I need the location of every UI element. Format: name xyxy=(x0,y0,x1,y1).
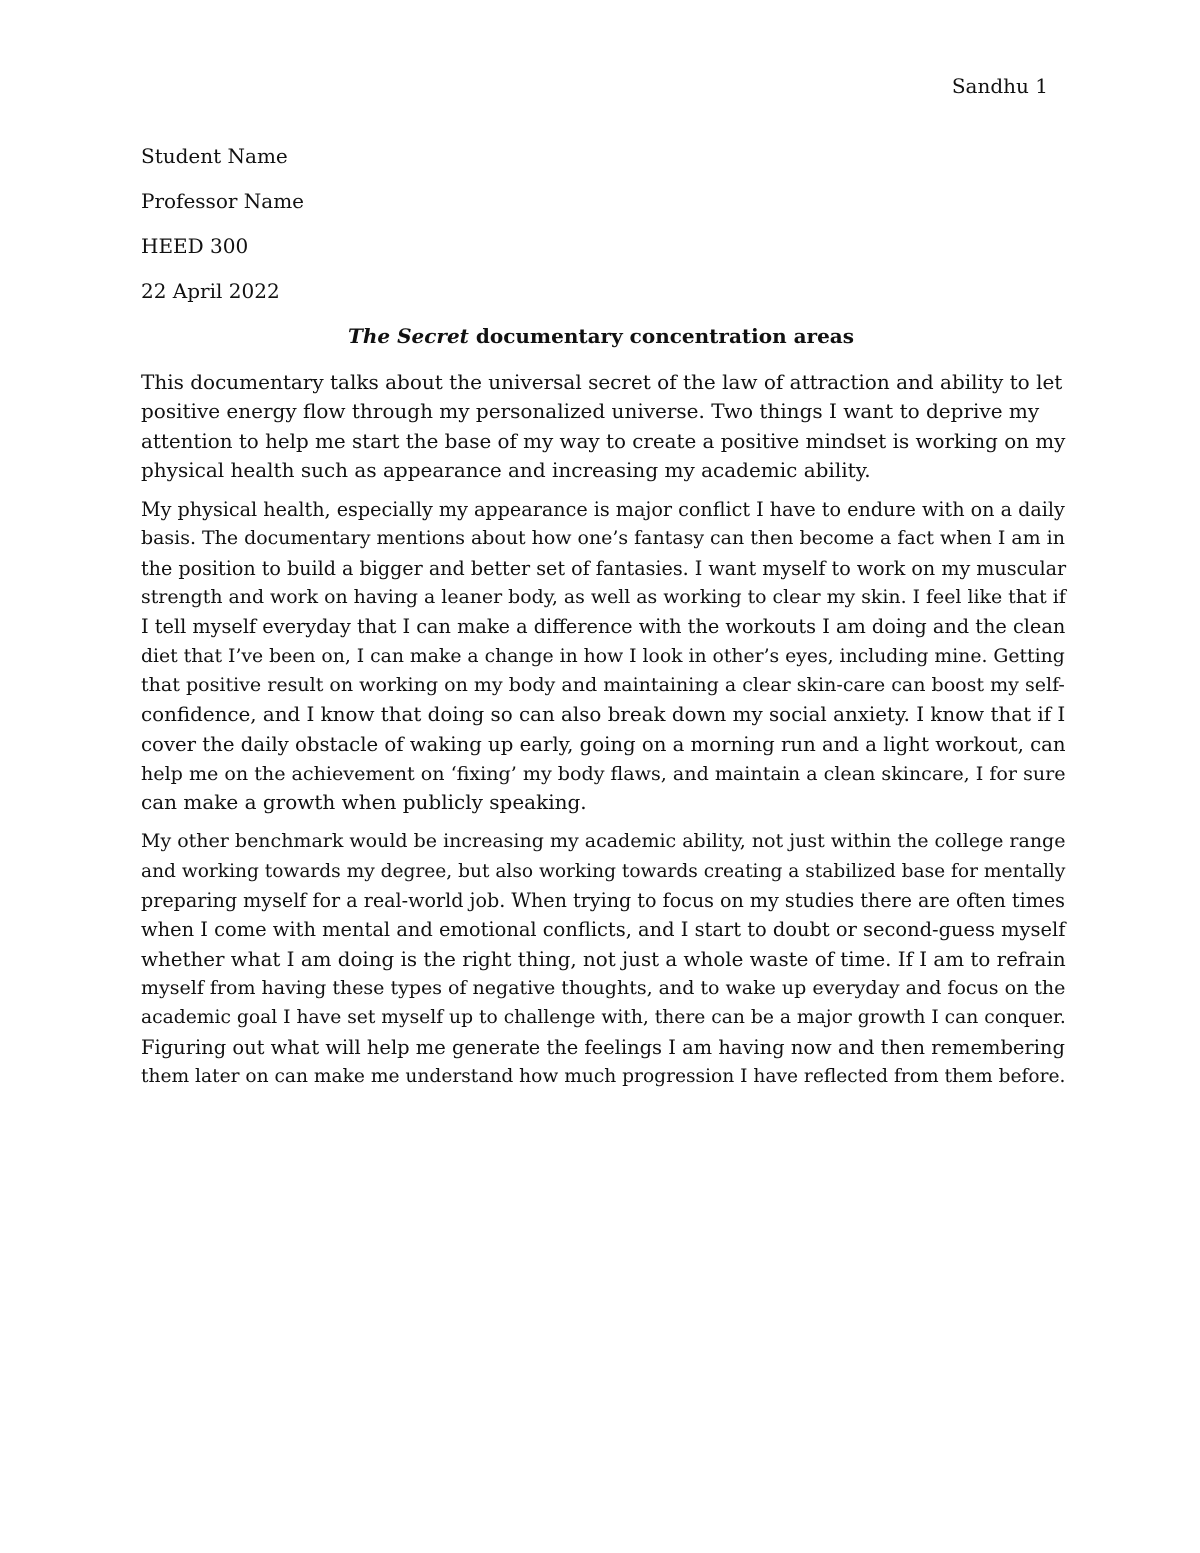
essay-title xyxy=(141,324,1061,348)
paragraph-3 xyxy=(141,827,1066,1091)
title-italic-part: The Secret xyxy=(347,324,469,348)
mla-heading xyxy=(141,144,1061,324)
paragraph-line: diet that I’ve been on, I can make a change in how I look in other’s eyes, including mine. Getting xyxy=(141,645,1065,667)
paragraph-line: when I come with mental and emotional conflicts, and I start to doubt or second-guess myself xyxy=(141,918,1066,942)
paragraph-line: confidence, and I know that doing so can also break down my social anxiety. I know that if I xyxy=(141,703,1066,727)
running-head: Sandhu 1 xyxy=(951,74,1048,98)
paragraph-line: preparing myself for a real-world job. When trying to focus on my studies there are often times xyxy=(141,889,1065,913)
paragraph-line: strength and work on having a leaner body, as well as working to clear my skin. I feel like that if xyxy=(141,586,1066,609)
paragraph-line: attention to help me start the base of my way to create a positive mindset is working on my xyxy=(141,429,1066,453)
paragraph-line: This documentary talks about the universal secret of the law of attraction and ability to let xyxy=(141,370,1063,394)
paragraph-line: My other benchmark would be increasing my academic ability, not just within the college range xyxy=(141,830,1066,853)
paragraph-line: the position to build a bigger and better set of fantasies. I want myself to work on my muscular xyxy=(141,556,1067,580)
paragraph-line: I tell myself everyday that I can make a difference with the workouts I am doing and the clean xyxy=(141,615,1066,639)
paragraph-line: them later on can make me understand how much progression I have reflected from them before. xyxy=(141,1065,1066,1087)
paragraph-line: cover the daily obstacle of waking up early, going on a morning run and a light workout, can xyxy=(141,732,1066,756)
paragraph-line: help me on the achievement on ‘fixing’ my body flaws, and maintain a clean skincare, I for sure xyxy=(141,761,1066,785)
paragraph-line: that positive result on working on my body and maintaining a clear skin-care can boost my self- xyxy=(141,673,1065,696)
paragraph-line: and working towards my degree, but also working towards creating a stabilized base for mentally xyxy=(141,860,1066,882)
paragraph-line: Figuring out what will help me generate the feelings I am having now and then remembering xyxy=(141,1035,1065,1059)
paragraph-line: can make a growth when publicly speaking. xyxy=(141,790,587,815)
paragraph-line: myself from having these types of negative thoughts, and to wake up everyday and focus on the xyxy=(141,976,1066,999)
paragraph-line: academic goal I have set myself up to challenge with, there can be a major growth I can conquer. xyxy=(141,1007,1066,1029)
student-name: Student Name xyxy=(141,144,288,168)
paragraph-line: My physical health, especially my appearance is major conflict I have to endure with on a daily xyxy=(141,498,1065,522)
title-rest: documentary concentration areas xyxy=(468,324,855,348)
submission-date: 22 April 2022 xyxy=(141,279,280,303)
paragraph-line: physical health such as appearance and increasing my academic ability. xyxy=(141,457,871,482)
paragraph-line: positive energy flow through my personalized universe. Two things I want to deprive my xyxy=(141,399,1040,424)
paragraph-1 xyxy=(141,368,1066,485)
paragraph-line: basis. The documentary mentions about how one’s fantasy can then become a fact when I am in xyxy=(141,527,1065,550)
professor-name: Professor Name xyxy=(141,189,305,213)
essay-body xyxy=(141,368,1066,1101)
course-code: HEED 300 xyxy=(141,234,249,258)
paragraph-line: whether what I am doing is the right thing, not just a whole waste of time. If I am to refrain xyxy=(141,947,1066,971)
paragraph-2 xyxy=(141,495,1066,817)
